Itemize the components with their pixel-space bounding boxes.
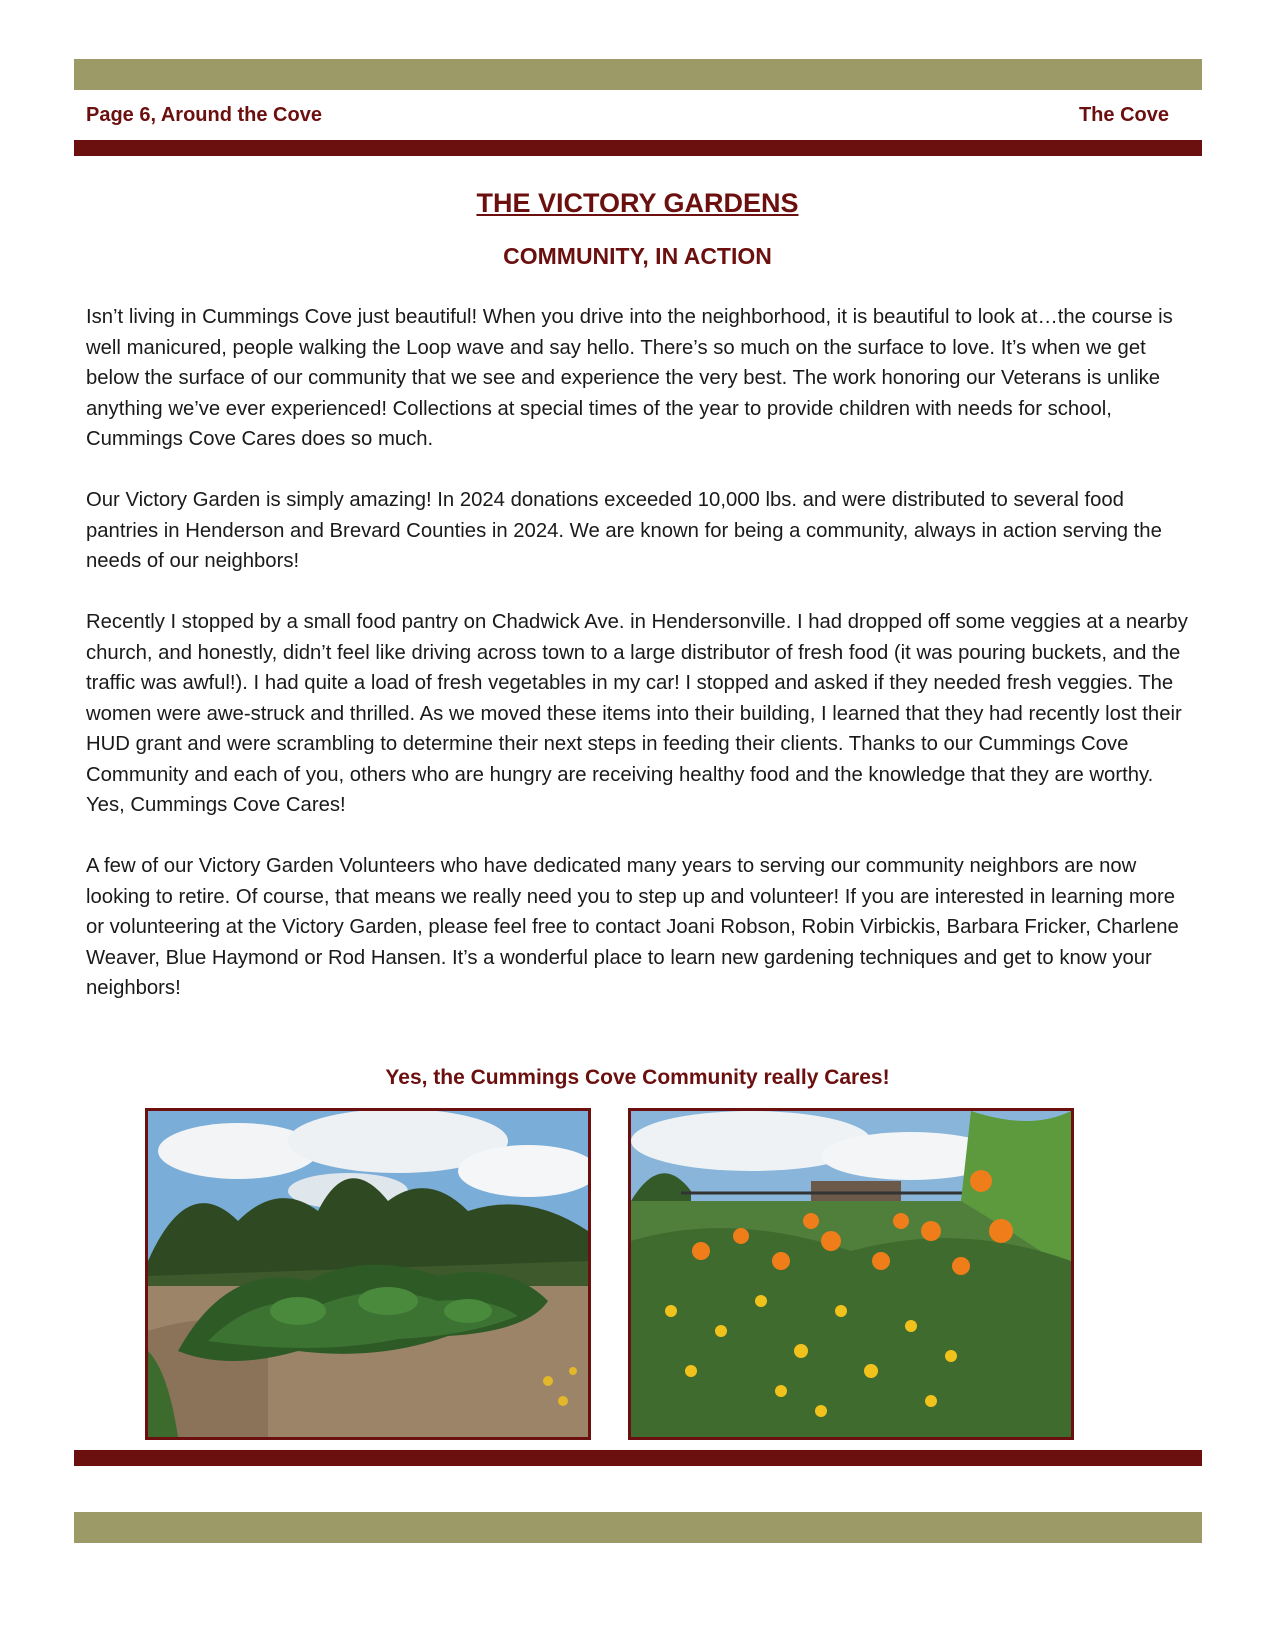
bottom-olive-bar [74, 1512, 1202, 1543]
article-paragraph-3: Recently I stopped by a small food pantry on Chadwick Ave. in Hendersonville. I had dropped off some veggies at a nearby church, and honestly, didn’t feel like driving across town to a large distributor of fresh food (it was pouring buckets, and the traffic was awful!). I had quite a load of fresh vegetables in my car! I stopped and asked if they needed fresh veggies. The women were awe-struck and thrilled. As we moved these items into their building, I learned that they had recently lost their HUD grant and were scrambling to determine their next steps in feeding their clients. Thanks to our Cummings Cove Community and each of you, others who are hungry are receiving healthy food and the knowledge that they are worthy. Yes, Cummings Cove Cares! [86, 611, 1188, 816]
article-paragraph-2: Our Victory Garden is simply amazing! In 2024 donations exceeded 10,000 lbs. and were distributed to several food pantries in Henderson and Brevard Counties in 2024. We are known for being a community, always in action serving the needs of our neighbors! [86, 489, 1162, 572]
bottom-maroon-rule [74, 1450, 1202, 1466]
article-title: THE VICTORY GARDENS [476, 188, 799, 218]
article-body [86, 302, 1196, 1034]
article-tagline: Yes, the Cummings Cove Community really Cares! [385, 1066, 890, 1089]
newsletter-name-header: The Cove [1078, 104, 1169, 126]
squash-garden-photo [145, 1108, 591, 1440]
page-number-header: Page 6, Around the Cove [86, 104, 322, 126]
article-subtitle: COMMUNITY, IN ACTION [503, 243, 772, 269]
marigold-garden-photo [628, 1108, 1074, 1440]
article-paragraph-1: Isn’t living in Cummings Cove just beautiful! When you drive into the neighborhood, it is beautiful to look at…the course is well manicured, people walking the Loop wave and say hello. There’s so much on the surface to love. It’s when we get below the surface of our community that we see and experience the very best. The work honoring our Veterans is unlike anything we’ve ever experienced! Collections at special times of the year to provide children with needs for school, Cummings Cove Cares does so much. [86, 306, 1173, 450]
marigold-garden-image [631, 1111, 1071, 1437]
top-maroon-rule [74, 140, 1202, 156]
squash-garden-image [148, 1111, 588, 1437]
article-paragraph-4: A few of our Victory Garden Volunteers who have dedicated many years to serving our community neighbors are now looking to retire. Of course, that means we really need you to step up and volunteer! If you are interested in learning more or volunteering at the Victory Garden, please feel free to contact Joani Robson, Robin Virbickis, Barbara Fricker, Charlene Weaver, Blue Haymond or Rod Hansen. It’s a wonderful place to learn new gardening techniques and get to know your neighbors! [86, 855, 1179, 999]
top-olive-bar [74, 59, 1202, 90]
